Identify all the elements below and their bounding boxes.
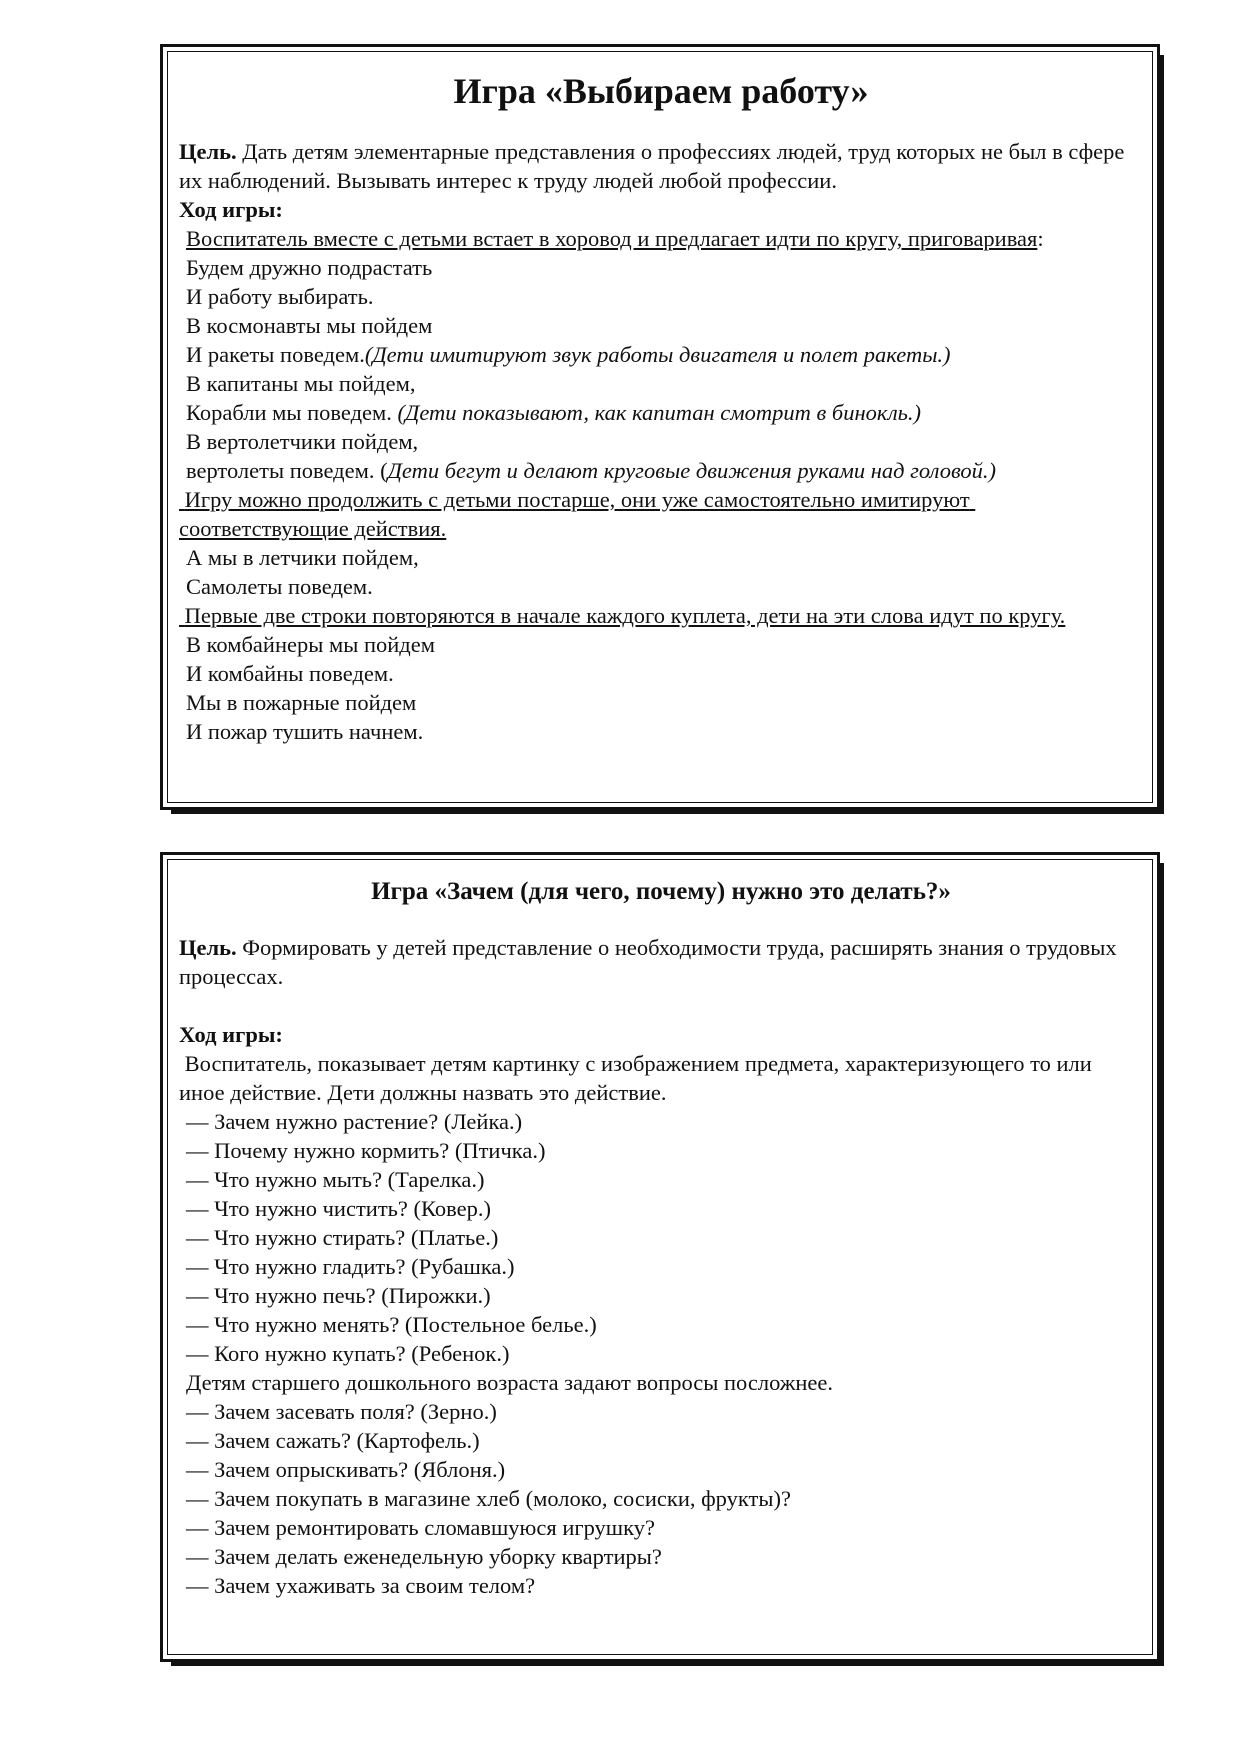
card-shadow xyxy=(1159,55,1164,814)
verse-line: А мы в летчики пойдем, xyxy=(186,545,419,570)
stage-direction: (Дети имитируют звук работы двигателя и полет ракеты.) xyxy=(364,342,951,367)
verse-line: В космонавты мы пойдем xyxy=(186,313,433,338)
older-note: Детям старшего дошкольного возраста задают вопросы посложнее. xyxy=(186,1370,833,1395)
game-card-why-do-it xyxy=(160,852,1160,1662)
goal-paragraph xyxy=(179,933,1143,991)
course-label: Ход игры: xyxy=(179,1022,283,1047)
verse-line: Будем дружно подрастать xyxy=(186,255,433,280)
verse-line: И работу выбирать. xyxy=(186,284,374,309)
goal-text: Формировать у детей представление о необходимости труда, расширять знания о трудовых процессах. xyxy=(179,935,1123,989)
course-label: Ход игры: xyxy=(179,197,283,222)
question-line: — Кого нужно купать? (Ребенок.) xyxy=(186,1341,510,1366)
question-line: — Зачем покупать в магазине хлеб (молоко, сосиски, фрукты)? xyxy=(186,1486,791,1511)
goal-paragraph xyxy=(179,137,1143,195)
verse-line: Самолеты поведем. xyxy=(186,574,373,599)
goal-label: Цель. xyxy=(179,935,237,960)
continue-note: Игру можно продолжить с детьми постарше, они уже самостоятельно имитируют соответствующие действия. xyxy=(179,487,976,541)
question-line: — Зачем ремонтировать сломавшуюся игрушку? xyxy=(186,1515,655,1540)
intro-text: Воспитатель вместе с детьми встает в хоровод и предлагает идти по кругу, приговаривая xyxy=(186,226,1038,251)
goal-label: Цель. xyxy=(179,139,237,164)
verse-line: Мы в пожарные пойдем xyxy=(186,690,417,715)
question-line: — Что нужно гладить? (Рубашка.) xyxy=(186,1254,515,1279)
goal-text: Дать детям элементарные представления о профессиях людей, труд которых не был в сфере их наблюдений. Вызывать интерес к труду людей любой профессии. xyxy=(179,139,1131,193)
question-line: — Зачем опрыскивать? (Яблоня.) xyxy=(186,1457,506,1482)
card-shadow xyxy=(171,809,1163,814)
intro-colon: : xyxy=(1037,226,1044,251)
verse-line: И пожар тушить начнем. xyxy=(186,719,424,744)
question-line: — Зачем засевать поля? (Зерно.) xyxy=(186,1399,497,1424)
repeat-note: Первые две строки повторяются в начале каждого куплета, дети на эти слова идут по кругу. xyxy=(184,603,1066,628)
question-line: — Что нужно стирать? (Платье.) xyxy=(186,1225,499,1250)
verse-line: И комбайны поведем. xyxy=(186,661,394,686)
question-line: — Зачем делать еженедельную уборку квартиры? xyxy=(186,1544,662,1569)
stage-direction: (Дети показывают, как капитан смотрит в бинокль.) xyxy=(397,400,922,425)
verse-line: В капитаны мы пойдем, xyxy=(186,371,416,396)
stage-direction: Дети бегут и делают круговые движения руками над головой.) xyxy=(387,458,997,483)
question-line: — Что нужно мыть? (Тарелка.) xyxy=(186,1167,485,1192)
question-line: — Зачем сажать? (Картофель.) xyxy=(186,1428,480,1453)
question-line: — Что нужно печь? (Пирожки.) xyxy=(186,1283,491,1308)
card-title: Игра «Зачем (для чего, почему) нужно это делать?» xyxy=(371,878,951,905)
intro-paragraph xyxy=(179,224,1143,253)
question-line: — Зачем ухаживать за своим телом? xyxy=(186,1573,536,1598)
game-card-choose-work xyxy=(160,44,1160,810)
question-line: — Почему нужно кормить? (Птичка.) xyxy=(186,1138,546,1163)
card-shadow xyxy=(171,1661,1163,1666)
card-shadow xyxy=(1159,863,1164,1666)
question-line: — Что нужно чистить? (Ковер.) xyxy=(186,1196,492,1221)
verse-line: вертолеты поведем. (Дети бегут и делают круговые движения руками над головой.) xyxy=(186,458,997,483)
verse-line: В вертолетчики пойдем, xyxy=(186,429,419,454)
verse-line: Корабли мы поведем. (Дети показывают, как капитан смотрит в бинокль.) xyxy=(186,400,922,425)
question-line: — Зачем нужно растение? (Лейка.) xyxy=(186,1109,523,1134)
intro-paragraph: Воспитатель, показывает детям картинку с изображением предмета, характеризующего то или иное действие. Дети должны назвать это действие. xyxy=(179,1051,1098,1105)
question-line: — Что нужно менять? (Постельное белье.) xyxy=(186,1312,597,1337)
card-title: Игра «Выбираем работу» xyxy=(453,71,869,111)
verse-line: И ракеты поведем.(Дети имитируют звук работы двигателя и полет ракеты.) xyxy=(186,342,951,367)
verse-line: В комбайнеры мы пойдем xyxy=(186,632,435,657)
